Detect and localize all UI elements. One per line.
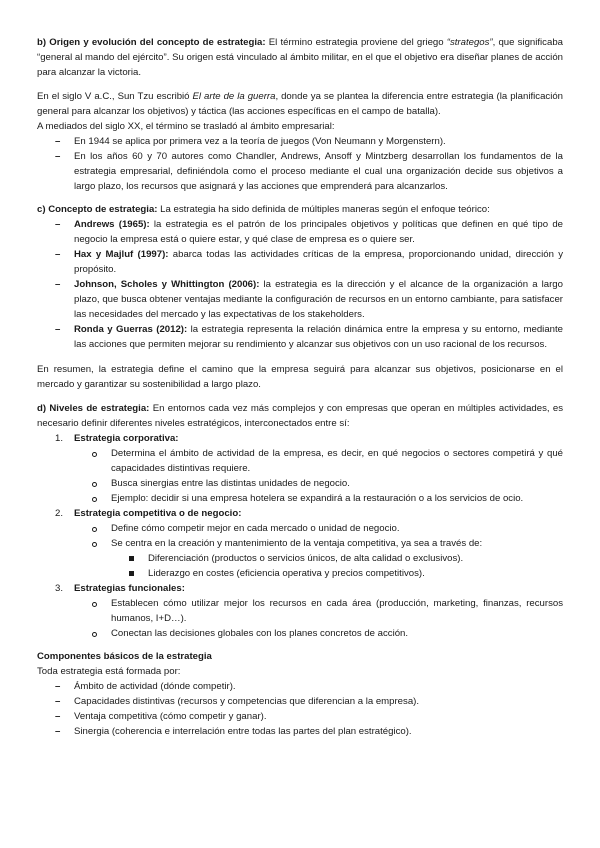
author-definition: – Hax y Majluf (1997): abarca todas las actividades críticas de la empresa, proporcionando unidad, dirección y propósito. bbox=[37, 247, 563, 277]
strategy-level-functional: 3. Estrategias funcionales: Establecen cómo utilizar mejor los recursos en cada área (producción, marketing, finanzas, recursos humanos, I+D…). Conectan las decisiones globales con los planes concretos de acción. bbox=[55, 583, 563, 639]
list-item: – En 1944 se aplica por primera vez a la teoría de juegos (Von Neumann y Morgenstern). bbox=[37, 134, 563, 149]
components-heading: Componentes básicos de la estrategia bbox=[37, 651, 212, 662]
list-item: – Sinergia (coherencia e interrelación entre todas las partes del plan estratégico). bbox=[37, 724, 563, 739]
level-title: Estrategia competitiva o de negocio: bbox=[74, 508, 242, 519]
level-title: Estrategias funcionales: bbox=[74, 583, 185, 594]
section-b-paragraph-2: En el siglo V a.C., Sun Tzu escribió El arte de la guerra, donde ya se plantea la diferencia entre estrategia (la planificación general para alcanzar los objetivos) y táctica (las acciones específicas en el campo de batalla). bbox=[37, 91, 564, 117]
author-definition: – Johnson, Scholes y Whittington (2006): la estrategia es la dirección y el alcance de la organización a largo plazo, que busca obtener ventajas mediante la configuración de recursos en un entorno cambiante, para satisfacer las necesidades del mercado y las expectativas de los stakeholders. bbox=[37, 277, 563, 322]
list-item: Liderazgo en costes (eficiencia operativa y precios competitivos). bbox=[111, 566, 563, 581]
list-item: – Capacidades distintivas (recursos y competencias que diferencian a la empresa). bbox=[37, 694, 563, 709]
section-b-heading: b) Origen y evolución del concepto de estrategia: bbox=[37, 37, 266, 48]
section-c-summary: En resumen, la estrategia define el camino que la empresa seguirá para alcanzar sus objetivos, posicionarse en el mercado y garantizar su sostenibilidad a largo plazo. bbox=[37, 364, 563, 390]
list-item: – En los años 60 y 70 autores como Chandler, Andrews, Ansoff y Mintzberg desarrollan los fundamentos de la estrategia empresarial, definiéndola como el proceso mediante el cual una organización decide sus objetivos a largo plazo, los recursos que asignará y las acciones que emprenderá para alcanzarlos. bbox=[37, 149, 563, 194]
strategy-levels-list bbox=[37, 431, 563, 641]
section-c-heading: c) Concepto de estrategia: bbox=[37, 204, 158, 215]
level-title: Estrategia corporativa: bbox=[74, 433, 179, 444]
section-c-authors-list bbox=[37, 217, 563, 352]
list-item: Determina el ámbito de actividad de la empresa, es decir, en qué negocios o sectores competirá y qué capacidades distintivas requiere. bbox=[74, 446, 563, 476]
list-item: Se centra en la creación y mantenimiento de la ventaja competitiva, ya sea a través de: Diferenciación (productos o servicios únicos, de alta calidad o exclusivos). Liderazgo en costes (eficiencia operativa y precios competitivos). bbox=[74, 536, 563, 581]
strategy-level-corporate: 1. Estrategia corporativa: Determina el ámbito de actividad de la empresa, es decir, en qué negocios o sectores competirá y qué capacidades distintivas requiere. Busca sinergias entre las distintas unidades de negocio. Ejemplo: decidir si una empresa hotelera se expandirá a la restauración o a los servicios de ocio. bbox=[55, 433, 563, 504]
list-item: Define cómo competir mejor en cada mercado o unidad de negocio. bbox=[74, 521, 563, 536]
author-definition: – Ronda y Guerras (2012): la estrategia representa la relación dinámica entre la empresa y su entorno, mediante las acciones que permiten mejorar su rendimiento y alcanzar sus objetivos con un uso racional de los recursos. bbox=[37, 322, 563, 352]
section-d-intro: d) Niveles de estrategia: En entornos cada vez más complejos y con empresas que operan en múltiples actividades, es necesario definir diferentes niveles estratégicos, interconectados entre sí: bbox=[37, 403, 564, 429]
author-definition: – Andrews (1965): la estrategia es el patrón de los principales objetivos y políticas que definen en qué tipo de negocio la empresa está o quiere estar, y qué clase de empresa es o quiere ser. bbox=[37, 217, 563, 247]
list-item: Ejemplo: decidir si una empresa hotelera se expandirá a la restauración o a los servicios de ocio. bbox=[74, 491, 563, 506]
list-item: Diferenciación (productos o servicios únicos, de alta calidad o exclusivos). bbox=[111, 551, 563, 566]
section-b-paragraph-3: A mediados del siglo XX, el término se trasladó al ámbito empresarial: bbox=[37, 121, 335, 132]
section-b-paragraph-1: b) Origen y evolución del concepto de estrategia: El término estrategia proviene del griego “strategos”, que significaba “general al mando del ejército”. Su origen está vinculado al ámbito militar, en el que el objetivo era diseñar planes de acción para alcanzar la victoria. bbox=[37, 37, 563, 78]
section-c-intro: c) Concepto de estrategia: La estrategia ha sido definida de múltiples maneras según el enfoque teórico: bbox=[37, 204, 490, 215]
list-item: Busca sinergias entre las distintas unidades de negocio. bbox=[74, 476, 563, 491]
section-b-list bbox=[37, 134, 563, 194]
list-item: – Ámbito de actividad (dónde competir). bbox=[37, 679, 563, 694]
components-intro: Toda estrategia está formada por: bbox=[37, 666, 181, 677]
list-item: Establecen cómo utilizar mejor los recursos en cada área (producción, marketing, finanzas, recursos humanos, I+D…). bbox=[74, 596, 563, 626]
components-list bbox=[37, 679, 563, 739]
section-d-heading: d) Niveles de estrategia: bbox=[37, 403, 150, 414]
list-item: – Ventaja competitiva (cómo competir y ganar). bbox=[37, 709, 563, 724]
list-item: Conectan las decisiones globales con los planes concretos de acción. bbox=[74, 626, 563, 641]
strategy-level-competitive: 2. Estrategia competitiva o de negocio: Define cómo competir mejor en cada mercado o unidad de negocio. Se centra en la creación y mantenimiento de la ventaja competitiva, ya sea a través de: Diferenciación (productos o servicios únicos, de alta calidad o exclusivos). Liderazgo en costes (eficiencia operativa y precios competitivos). bbox=[37, 506, 563, 581]
book-title: El arte de la guerra bbox=[192, 91, 276, 102]
strategos-term: “strategos” bbox=[446, 37, 493, 48]
